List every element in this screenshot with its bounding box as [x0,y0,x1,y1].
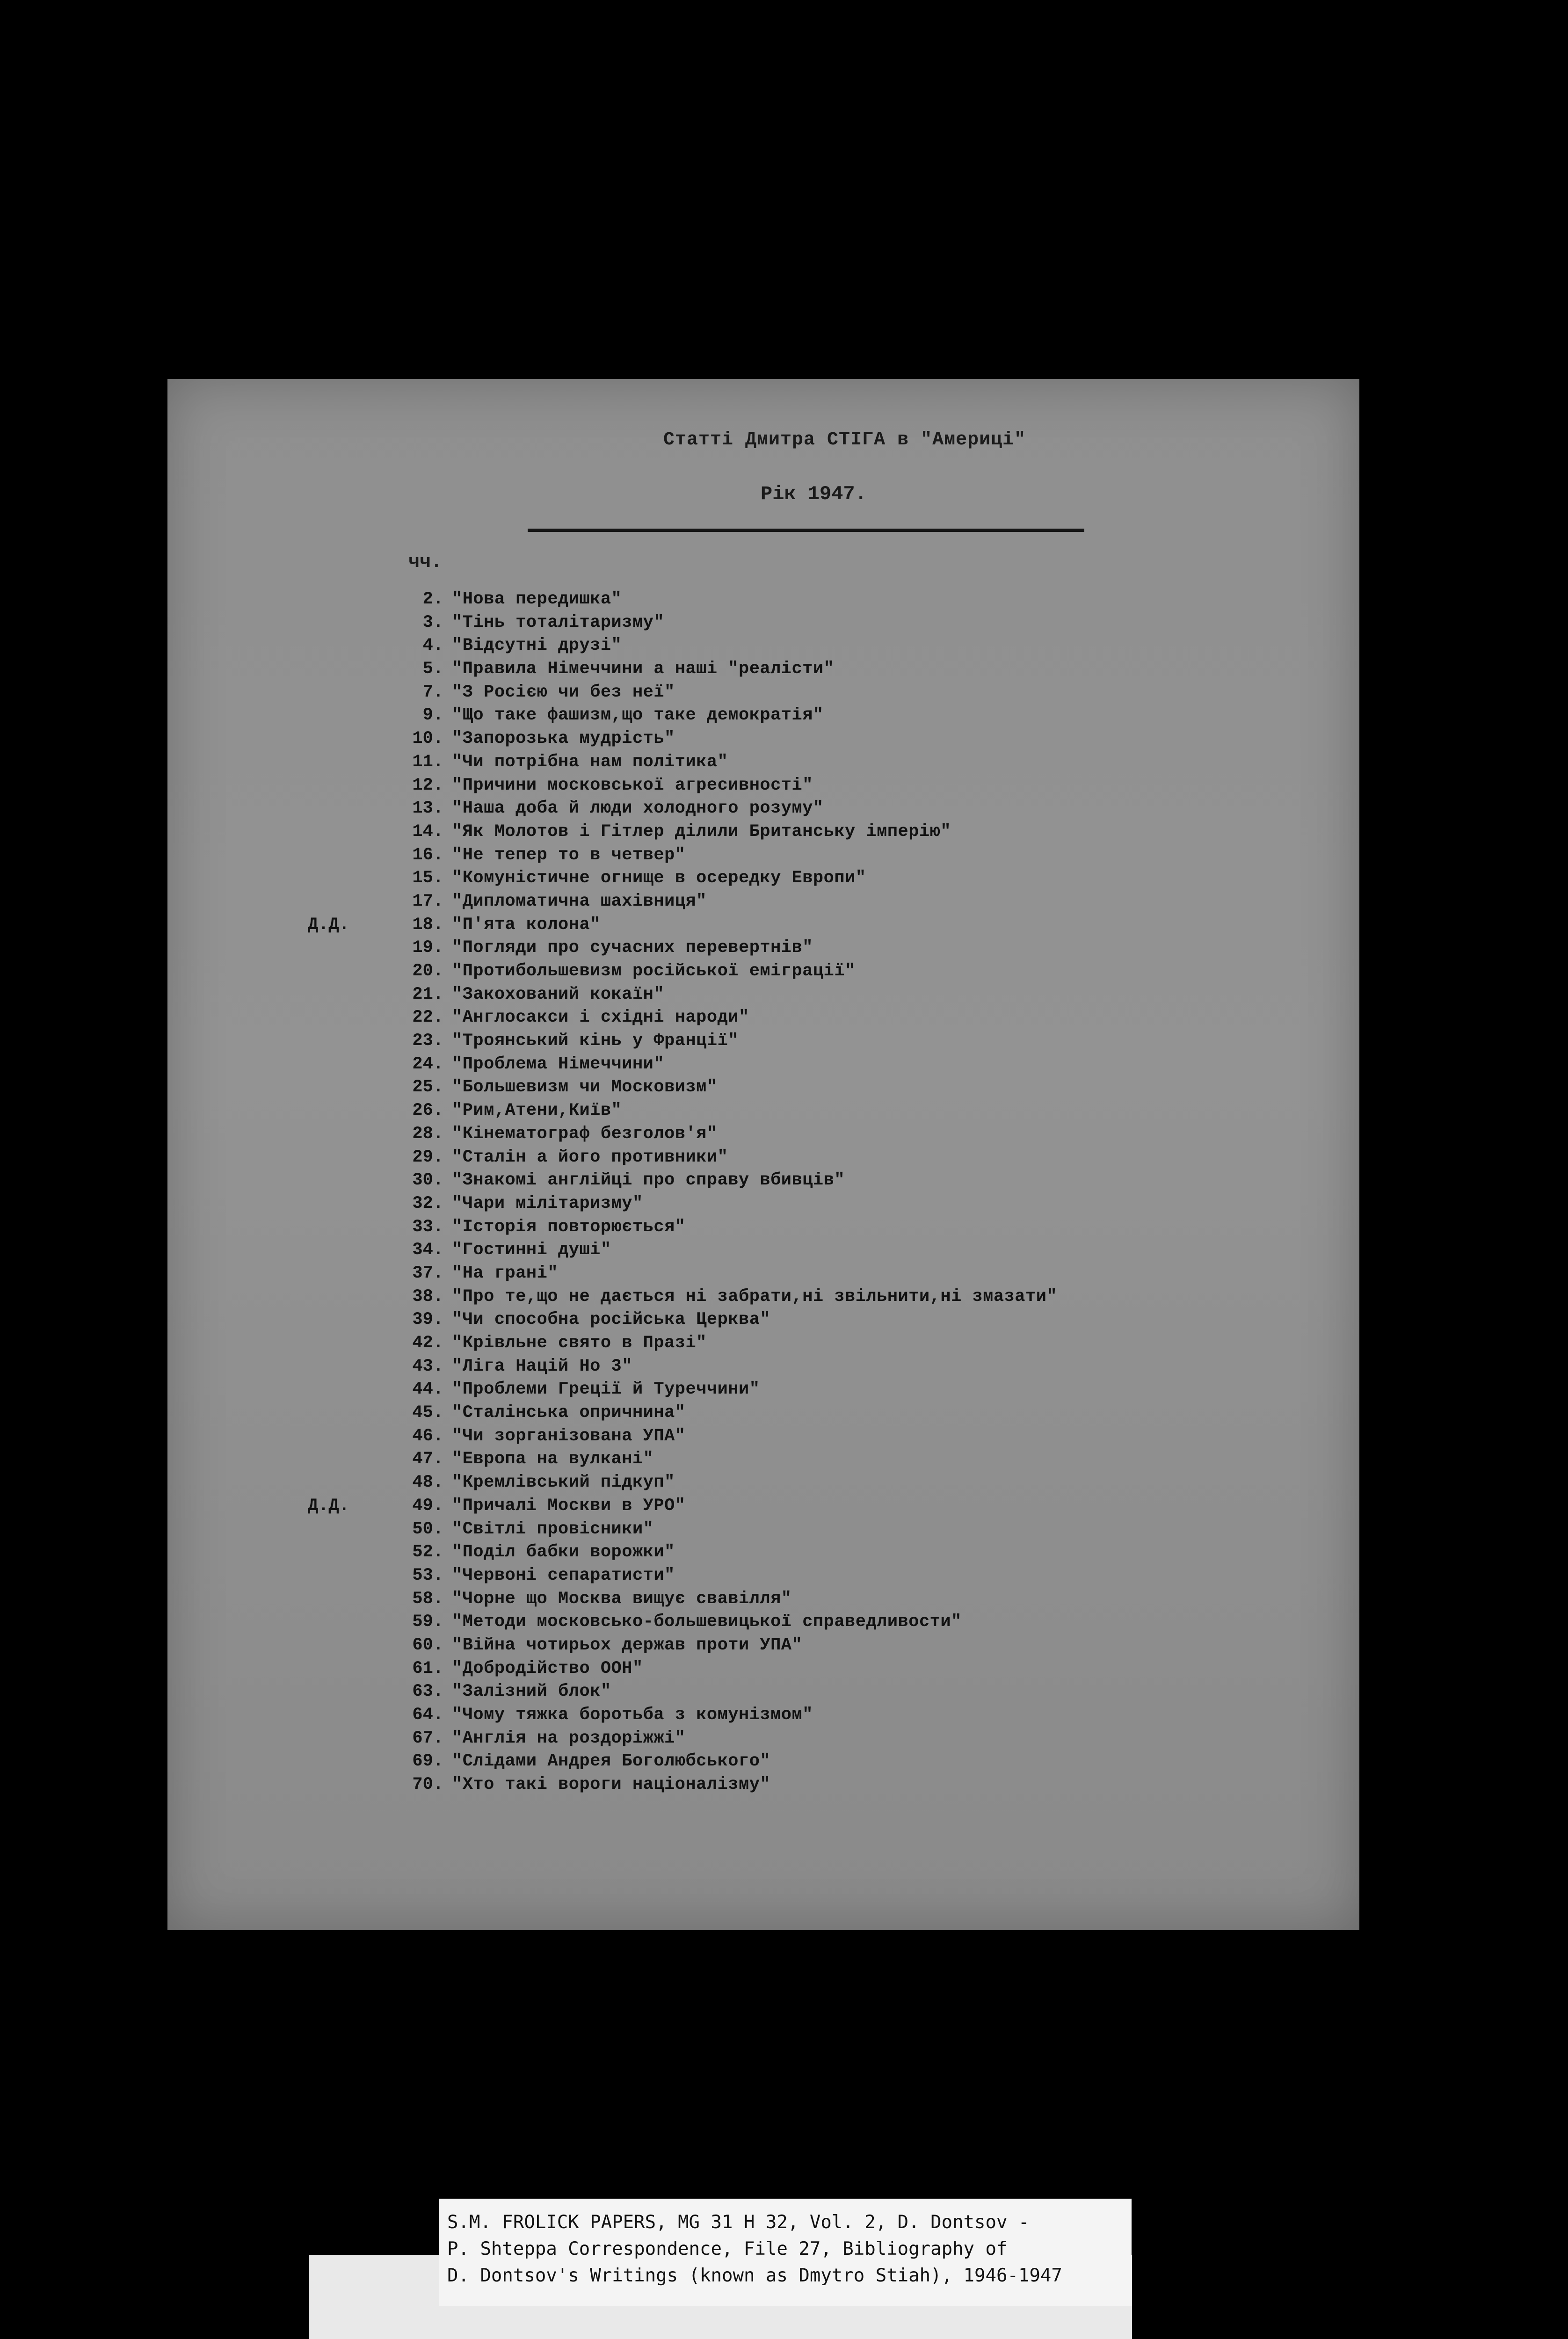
list-item [167,1030,1359,1053]
list-item [167,635,1359,658]
item-number: 69. [412,1751,443,1772]
list-item [167,588,1359,612]
item-number: 49. [412,1496,443,1516]
label-line-3: D. Dontsov's Writings (known as Dmytro Stiah), 1946-1947 [447,2265,1062,2286]
list-item [167,891,1359,914]
list-item [167,1611,1359,1634]
list-item [167,821,1359,844]
item-mark: Д.Д. [308,915,349,935]
item-title: "Хто такі вороги націоналізму" [452,1775,771,1795]
list-item [167,1402,1359,1425]
item-title: "Причалі Москви в УРО" [452,1496,686,1516]
document-year: Рік 1947. [761,483,867,505]
item-number: 67. [412,1728,443,1748]
item-title: "Ліга Націй Но 3" [452,1356,632,1376]
item-number: 21. [412,984,443,1004]
item-title: "Протибольшевизм російської еміграції" [452,961,856,981]
archive-label [439,2199,1132,2306]
item-title: "Европа на вулкані" [452,1449,654,1469]
item-number: 7. [422,682,443,702]
list-item [167,1565,1359,1588]
item-mark: Д.Д. [308,1496,349,1516]
list-item [167,1100,1359,1123]
item-title: "Нова передишка" [452,589,622,609]
list-item [167,1263,1359,1286]
list-item [167,1379,1359,1402]
item-number: 47. [412,1449,443,1469]
item-title: "Не тепер то в четвер" [452,845,686,865]
item-number: 50. [412,1519,443,1539]
list-item [167,751,1359,775]
item-title: "П'ята колона" [452,915,601,935]
list-item [167,798,1359,821]
item-title: "Методи московсько-большевицької справедливости" [452,1612,962,1632]
list-item [167,682,1359,705]
list-item [167,984,1359,1007]
item-title: "Проблема Німеччини" [452,1054,665,1074]
list-item [167,1286,1359,1309]
item-number: 16. [412,845,443,865]
list-item [167,1170,1359,1193]
item-number: 11. [412,752,443,772]
item-number: 53. [412,1565,443,1585]
item-number: 52. [412,1542,443,1562]
list-item [167,612,1359,635]
list-item [167,1774,1359,1797]
item-number: 45. [412,1403,443,1423]
item-title: "Залізний блок" [452,1682,611,1702]
item-title: "Комуністичне огнище в осередку Европи" [452,868,866,888]
item-number: 10. [412,729,443,749]
item-title: "Поділ бабки ворожки" [452,1542,675,1562]
item-number: 30. [412,1170,443,1191]
list-item [167,914,1359,937]
item-number: 61. [412,1658,443,1678]
item-number: 44. [412,1380,443,1400]
item-number: 22. [412,1008,443,1028]
list-item [167,1007,1359,1030]
item-number: 26. [412,1101,443,1121]
item-title: "Причини московської агресивності" [452,775,813,795]
header-divider [528,529,1084,532]
list-item [167,1356,1359,1379]
list-item [167,844,1359,868]
document-page [167,379,1359,1930]
list-item [167,1751,1359,1774]
item-number: 42. [412,1333,443,1353]
item-title: "Сталінська опричнина" [452,1403,686,1423]
item-title: "Чорне що Москва вищує свавілля" [452,1589,792,1609]
list-item [167,1634,1359,1658]
list-item [167,1076,1359,1100]
item-number: 24. [412,1054,443,1074]
item-title: "Кінематограф безголов'я" [452,1124,718,1144]
item-title: "На грані" [452,1263,559,1283]
item-title: "Відсутні друзі" [452,636,622,656]
item-title: "Закохований кокаїн" [452,984,665,1004]
item-number: 5. [422,659,443,679]
item-title: "З Росією чи без неї" [452,682,675,702]
item-title: "Запорозька мудрість" [452,729,675,749]
item-number: 3. [422,612,443,632]
item-number: 14. [412,821,443,842]
list-item [167,775,1359,798]
list-item [167,1704,1359,1728]
item-title: "Війна чотирьох держав проти УПА" [452,1635,803,1655]
item-number: 2. [422,589,443,609]
list-item [167,705,1359,728]
list-item [167,1053,1359,1077]
item-title: "Що таке фашизм,що таке демократія" [452,705,824,726]
item-title: "Слідами Андрея Боголюбського" [452,1751,771,1772]
list-item [167,867,1359,891]
list-item [167,1728,1359,1751]
item-title: "Погляди про сучасних перевертнів" [452,938,813,958]
item-title: "Крівльне свято в Празі" [452,1333,707,1353]
item-number: 46. [412,1426,443,1446]
item-title: "Проблеми Греції й Туреччини" [452,1380,760,1400]
item-title: "Як Молотов і Гітлер ділили Британську імперію" [452,821,951,842]
item-title: "Большевизм чи Московизм" [452,1077,718,1097]
item-number: 23. [412,1031,443,1051]
item-title: "Дипломатична шахівниця" [452,891,707,911]
item-number: 58. [412,1589,443,1609]
item-number: 64. [412,1705,443,1725]
item-title: "Гостинні душі" [452,1240,611,1260]
list-item [167,1588,1359,1612]
item-title: "Наша доба й люди холодного розуму" [452,799,824,819]
item-title: "Рим,Атени,Київ" [452,1101,622,1121]
list-item [167,1541,1359,1565]
item-number: 20. [412,961,443,981]
item-title: "Англія на роздоріжжі" [452,1728,686,1748]
item-number: 18. [412,915,443,935]
item-title: "Про те,що не дається ні забрати,ні звільнити,ні змазати" [452,1286,1058,1307]
item-number: 29. [412,1147,443,1167]
item-title: "Червоні сепаратисти" [452,1565,675,1585]
list-item [167,1425,1359,1449]
item-number: 15. [412,868,443,888]
item-title: "Тінь тоталітаризму" [452,612,665,632]
item-title: "Добродійство ООН" [452,1658,643,1678]
list-item [167,960,1359,984]
item-title: "Троянський кінь у Франції" [452,1031,739,1051]
list-item [167,1495,1359,1518]
item-number: 43. [412,1356,443,1376]
item-title: "Чи потрібна нам політика" [452,752,728,772]
item-title: "Чари мілітаризму" [452,1193,643,1213]
item-title: "Чому тяжка боротьба з комунізмом" [452,1705,813,1725]
list-item [167,1309,1359,1332]
article-list [167,588,1359,1797]
item-number: 60. [412,1635,443,1655]
item-number: 59. [412,1612,443,1632]
item-title: "Правила Німеччини а наші "реалісти" [452,659,835,679]
item-number: 13. [412,799,443,819]
item-number: 12. [412,775,443,795]
document-title: Статті Дмитра СТІГА в "Америці" [663,429,1026,450]
item-number: 34. [412,1240,443,1260]
item-title: "Знакомі англійці про справу вбивців" [452,1170,845,1191]
column-header: чч. [408,552,443,573]
list-item [167,1123,1359,1147]
list-item [167,1472,1359,1495]
item-number: 4. [422,636,443,656]
item-number: 32. [412,1193,443,1213]
item-number: 19. [412,938,443,958]
item-number: 63. [412,1682,443,1702]
item-number: 33. [412,1217,443,1237]
item-title: "Світлі провісники" [452,1519,654,1539]
list-item [167,1681,1359,1704]
list-item [167,728,1359,751]
label-line-1: S.M. FROLICK PAPERS, MG 31 H 32, Vol. 2, D. Dontsov - [447,2212,1030,2233]
item-number: 9. [422,705,443,726]
label-line-2: P. Shteppa Correspondence, File 27, Bibliography of [447,2238,1008,2259]
list-item [167,1216,1359,1240]
list-item [167,1332,1359,1356]
list-item [167,937,1359,960]
item-title: "Кремлівський підкуп" [452,1473,675,1493]
list-item [167,1518,1359,1542]
item-number: 17. [412,891,443,911]
item-title: "Чи зорганізована УПА" [452,1426,686,1446]
item-number: 37. [412,1263,443,1283]
item-title: "Історія повторюється" [452,1217,686,1237]
list-item [167,1239,1359,1263]
list-item [167,1147,1359,1170]
list-item [167,1448,1359,1472]
item-title: "Англосакси і східні народи" [452,1008,749,1028]
item-number: 38. [412,1286,443,1307]
item-number: 70. [412,1775,443,1795]
item-number: 48. [412,1473,443,1493]
item-number: 25. [412,1077,443,1097]
list-item [167,1193,1359,1216]
item-title: "Сталін а його противники" [452,1147,728,1167]
item-number: 39. [412,1310,443,1330]
item-number: 28. [412,1124,443,1144]
item-title: "Чи способна російська Церква" [452,1310,771,1330]
list-item [167,658,1359,682]
list-item [167,1658,1359,1681]
